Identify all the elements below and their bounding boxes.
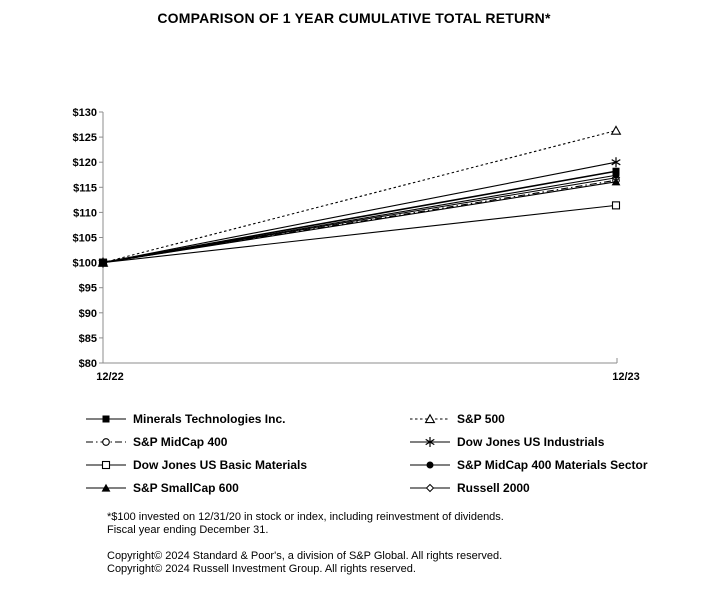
open-diamond-legend-marker [427, 484, 434, 491]
legend-item [86, 435, 410, 449]
y-axis-tick-label: $115 [73, 182, 97, 195]
y-axis-tick-label: $130 [72, 107, 97, 119]
legend-item [86, 458, 410, 472]
open-square-legend-sample-icon [86, 459, 126, 471]
filled-circle-legend-sample-icon [410, 459, 450, 471]
legend-item [86, 412, 410, 426]
asterisk-marker-end [612, 157, 621, 167]
series-line [103, 162, 616, 262]
series-line [103, 205, 616, 262]
legend-item [410, 435, 648, 449]
legend-label: S&P MidCap 400 Materials Sector [457, 457, 648, 472]
y-axis-tick-label: $125 [72, 132, 97, 145]
legend-item [410, 481, 648, 495]
filled-circle-legend-marker [427, 461, 434, 468]
legend-item [410, 458, 648, 472]
chart-title: COMPARISON OF 1 YEAR CUMULATIVE TOTAL RETURN* [157, 10, 551, 26]
x-axis-tick-label: 12/22 [96, 371, 124, 383]
x-axis-tick-label: 12/23 [612, 371, 640, 383]
chart-legend [86, 407, 648, 499]
legend-label: Minerals Technologies Inc. [133, 411, 286, 426]
series-line [103, 178, 616, 263]
y-axis-tick-label: $95 [78, 282, 97, 295]
series-line [103, 131, 616, 263]
legend-item [86, 481, 410, 495]
series-line [103, 182, 616, 263]
footnote-copyright-russell: Copyright© 2024 Russell Investment Group. All rights reserved. [107, 563, 416, 575]
legend-label: S&P MidCap 400 [133, 434, 228, 449]
filled-square-legend-marker [103, 415, 110, 422]
open-triangle-marker-end [612, 126, 621, 134]
asterisk-legend-sample-icon [410, 436, 450, 448]
legend-label: S&P SmallCap 600 [133, 480, 239, 495]
legend-label: Dow Jones US Industrials [457, 434, 605, 449]
legend-item [410, 412, 648, 426]
y-axis-tick-label: $100 [72, 257, 97, 270]
legend-label: S&P 500 [457, 411, 505, 426]
open-square-legend-marker [103, 461, 110, 468]
y-axis-tick-label: $90 [78, 307, 97, 320]
y-axis-tick-label: $120 [72, 157, 97, 170]
open-diamond-legend-sample-icon [410, 482, 450, 494]
y-axis-tick-label: $110 [73, 207, 97, 220]
footnote-invested-note: *$100 invested on 12/31/20 in stock or index, including reinvestment of dividends. [107, 511, 504, 523]
y-axis-tick-label: $105 [72, 232, 97, 245]
footnote-fiscal-year: Fiscal year ending December 31. [107, 524, 269, 536]
open-circle-legend-sample-icon [86, 436, 126, 448]
filled-triangle-legend-sample-icon [86, 482, 126, 494]
footnote-copyright-sp: Copyright© 2024 Standard & Poor's, a division of S&P Global. All rights reserved. [107, 550, 503, 562]
legend-label: Russell 2000 [457, 480, 530, 495]
total-return-line-chart [0, 90, 708, 395]
legend-label: Dow Jones US Basic Materials [133, 457, 308, 472]
open-circle-legend-marker [103, 438, 110, 445]
y-axis-tick-label: $85 [78, 332, 97, 345]
series-line [103, 171, 616, 262]
open-square-marker-end [613, 202, 620, 209]
open-triangle-legend-sample-icon [410, 413, 450, 425]
y-axis-tick-label: $80 [78, 358, 97, 370]
filled-square-legend-sample-icon [86, 413, 126, 425]
chart-footnotes [107, 511, 504, 576]
